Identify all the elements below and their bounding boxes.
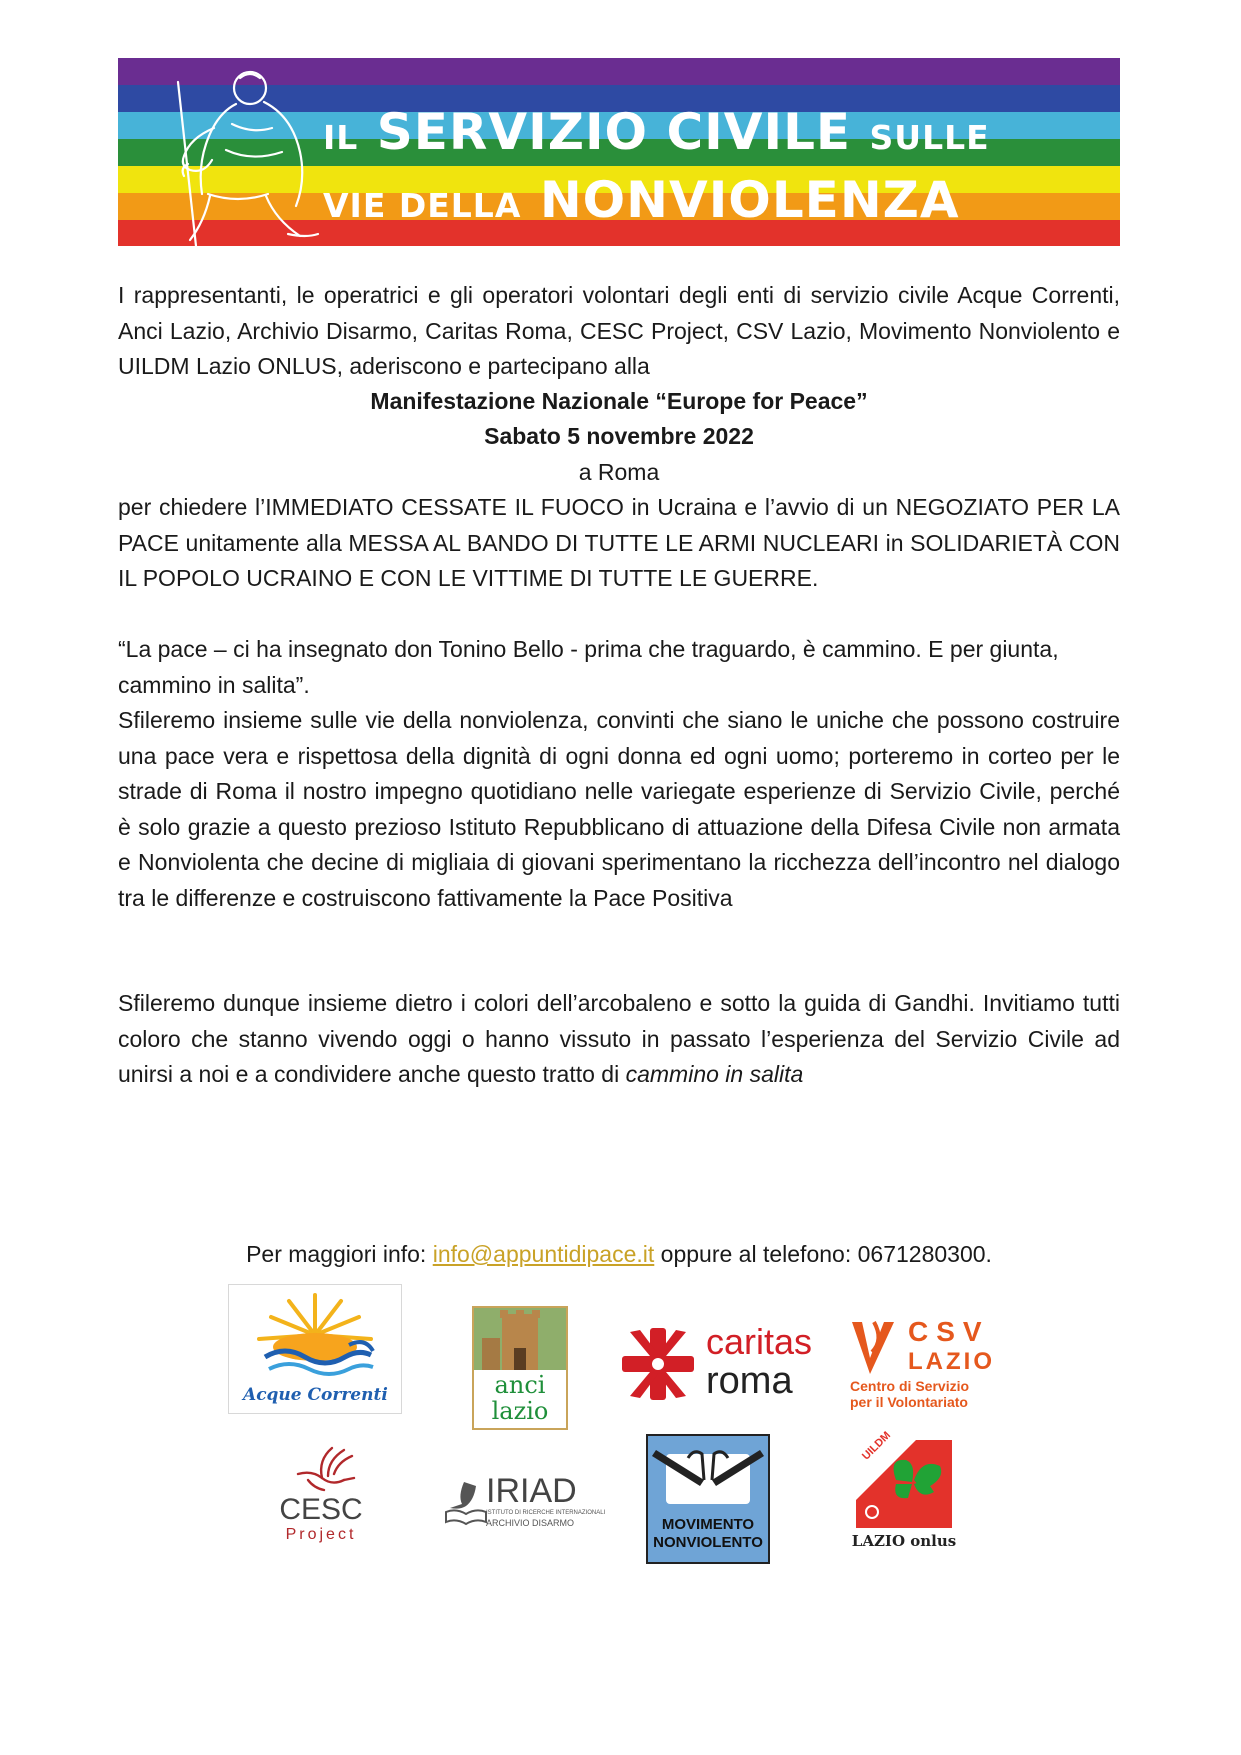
csv-lazio-label: LAZIO [908,1348,995,1375]
iriad-dove-book-icon [444,1478,490,1526]
contact-phone: 0671280300. [857,1241,992,1267]
caritas-roma-logo [620,1322,812,1404]
caritas-cross-icon [620,1326,696,1402]
acque-correnti-logo [228,1284,402,1414]
anci-lazio-logo [472,1306,568,1430]
event-place: a Roma [578,459,660,485]
gandhi-silhouette-icon [148,64,338,246]
csv-label: CSV [908,1316,990,1347]
anci-label: anci [494,1371,546,1399]
closing-italic: cammino in salita [625,1061,804,1087]
closing-paragraph [118,986,1120,1093]
banner-word-sulle: SULLE [869,118,990,157]
csv-subtitle-1: Centro di Servizio [850,1378,970,1394]
csv-v-icon [850,1318,896,1378]
demands-paragraph: per chiedere l’IMMEDIATO CESSATE IL FUOCO in Ucraina e l’avvio di un NEGOZIATO PER LA PACE unitamente alla MESSA AL BANDO DI TUTTE LE ARMI NUCLEARI in SOLIDARIETÀ CON IL POPOLO UCRAINO E CON LE VITTIME DI TUTTE LE GUERRE. [118,494,1120,591]
event-title: Manifestazione Nazionale “Europe for Peace” [370,388,868,414]
caritas-label: caritas [706,1321,813,1362]
email-link[interactable]: info@appuntidipace.it [432,1241,655,1267]
contact-middle: oppure al telefono: [660,1241,852,1267]
movimento-nonviolento-logo [646,1434,770,1564]
csv-lazio-logo [850,1318,1000,1410]
project-label: Project [285,1526,357,1543]
banner-word-servizio-civile: SERVIZIO CIVILE [376,103,852,161]
iriad-subtitle-1: ISTITUTO DI RICERCHE INTERNAZIONALI [486,1510,606,1516]
closing-text: Sfileremo dunque insieme dietro i colori dell’arcobaleno e sotto la guida di Gandhi. Invitiamo tutti coloro che stanno vivendo oggi o hanno vissuto in passato l’esperienza del Servizio Civile ad unirsi a noi e a condividere anche questo tratto di [118,990,1120,1087]
banner-title-line1 [323,103,990,161]
event-date: Sabato 5 novembre 2022 [484,423,754,449]
march-paragraph: Sfileremo insieme sulle vie della nonviolenza, convinti che siano le uniche che possono costruire una pace vera e rispettosa della dignità di ogni donna ed ogni uomo; porteremo in corteo per le strade di Roma il nostro impegno quotidiano nelle variegate esperienze di Servizio Civile, perché è solo grazie a questo prezioso Istituto Repubblicano di attuazione della Difesa Civile non armata e Nonviolenta che decine di migliaia di giovani sperimentano la ricchezza dell’incontro nel dialogo tra le differenze e costruiscono fattivamente la Pace Positiva [118,707,1120,911]
dove-icon [288,1440,358,1494]
banner-title-line2 [323,171,960,229]
iriad-label: IRIAD [486,1472,577,1510]
contact-prefix: Per maggiori info: [246,1241,427,1267]
cesc-project-logo [266,1440,376,1548]
iriad-logo [444,1472,606,1530]
cesc-label: CESC [279,1493,363,1526]
rainbow-banner [118,58,1120,246]
uildm-lazio-logo [848,1429,960,1552]
acque-correnti-label: Acque Correnti [243,1385,388,1405]
movimento-label: MOVIMENTO [661,1516,755,1533]
contact-line [118,1237,1120,1271]
banner-word-vie-della: VIE DELLA [323,186,522,225]
roma-label: roma [706,1360,793,1402]
banner-word-nonviolenza: NONVIOLENZA [539,171,960,229]
intro-paragraph: I rappresentanti, le operatrici e gli operatori volontari degli enti di servizio civile Acque Correnti, Anci Lazio, Archivio Disarmo, Caritas Roma, CESC Project, CSV Lazio, Movimento Nonviolento e UILDM Lazio ONLUS, aderiscono e partecipano alla [118,282,1120,379]
tower-icon [474,1308,566,1370]
quote-paragraph: “La pace – ci ha insegnato don Tonino Bello - prima che traguardo, è cammino. E per giunta, cammino in salita”. [118,636,1059,698]
uildm-label: UILDM [860,1429,894,1463]
uildm-lazio-caption: LAZIO onlus [851,1532,957,1550]
lazio-label: lazio [491,1397,549,1425]
banner-word-il: IL [323,118,359,157]
sun-waves-icon [229,1285,401,1385]
nonviolento-label: NONVIOLENTO [653,1534,763,1551]
csv-subtitle-2: per il Volontariato [850,1394,968,1410]
iriad-subtitle-2: ARCHIVIO DISARMO [486,1518,575,1528]
broken-rifle-icon [648,1436,768,1518]
